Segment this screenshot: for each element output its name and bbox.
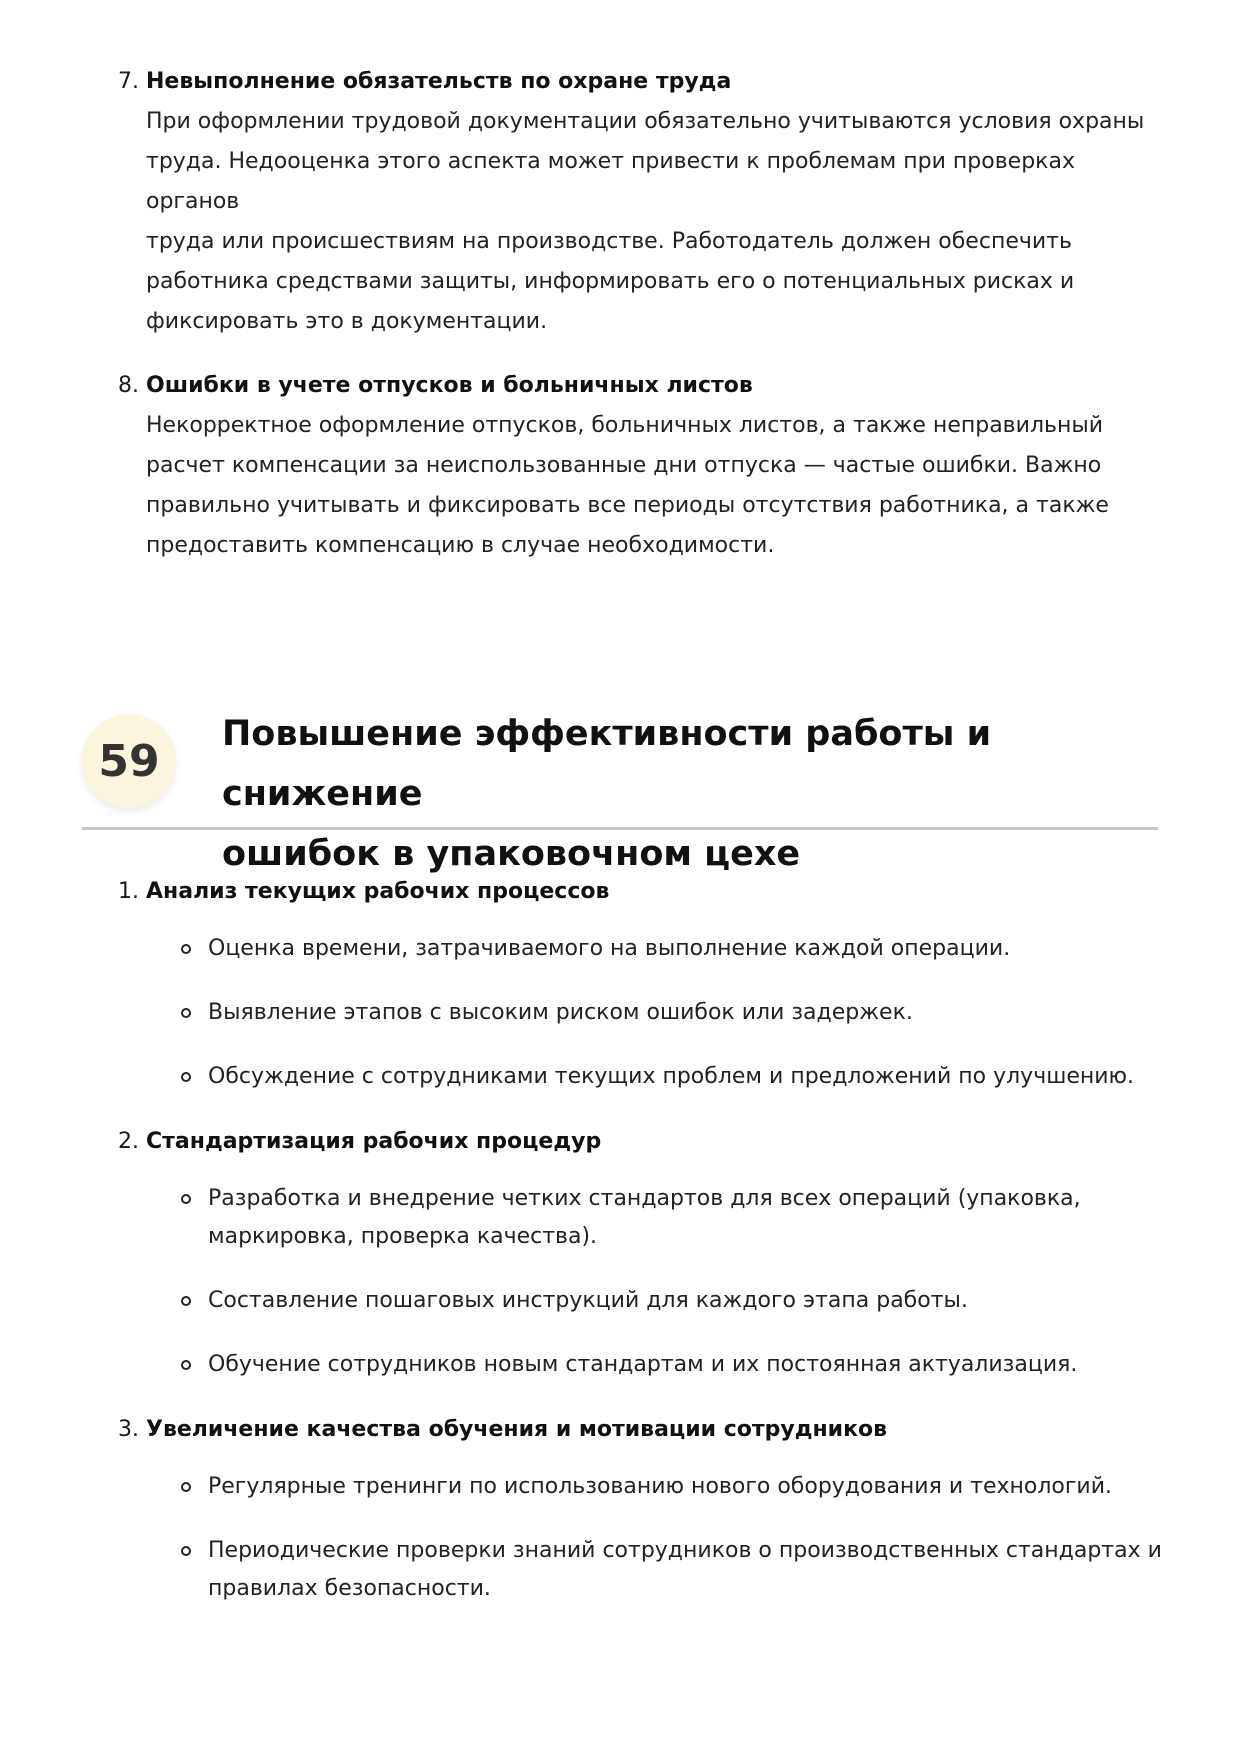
bullet-item <box>208 994 1168 1032</box>
list-number: 1. <box>118 879 139 904</box>
bullet-text: правилах безопасности. <box>208 1576 491 1601</box>
bullet-item <box>208 930 1168 968</box>
bullet-item <box>208 1282 1168 1320</box>
bullet-list <box>146 930 1168 1096</box>
body-line: При оформлении трудовой документации обязательно учитываются условия охраны <box>146 109 1145 134</box>
body-line: труда или происшествиям на производстве. Работодатель должен обеспечить <box>146 229 1072 254</box>
list-number: 3. <box>118 1417 139 1442</box>
list-item <box>118 366 1168 566</box>
list-item <box>118 1410 1168 1608</box>
bullet-circle-icon <box>181 944 191 954</box>
list-item-title: Ошибки в учете отпусков и больничных листов <box>146 373 753 398</box>
body-line: расчет компенсации за неиспользованные дни отпуска — частые ошибки. Важно <box>146 453 1102 478</box>
body-line: фиксировать это в документации. <box>146 309 548 334</box>
section-header <box>82 692 1158 874</box>
section-numbered-list <box>118 872 1168 1634</box>
bullet-text: Обучение сотрудников новым стандартам и их постоянная актуализация. <box>208 1352 1078 1377</box>
bullet-circle-icon <box>181 1360 191 1370</box>
bullet-item <box>208 1346 1168 1384</box>
body-line: Некорректное оформление отпусков, больничных листов, а также неправильный <box>146 413 1104 438</box>
body-line: труда. Недооценка этого аспекта может привести к проблемам при проверках органов <box>146 149 1075 214</box>
list-number: 7. <box>118 69 139 94</box>
list-item-body <box>146 406 1168 566</box>
bullet-text: Составление пошаговых инструкций для каждого этапа работы. <box>208 1288 968 1313</box>
bullet-list <box>146 1468 1168 1608</box>
bullet-text: Регулярные тренинги по использованию нового оборудования и технологий. <box>208 1474 1113 1499</box>
list-number: 8. <box>118 373 139 398</box>
bullet-circle-icon <box>181 1296 191 1306</box>
bullet-text: Оценка времени, затрачиваемого на выполнение каждой операции. <box>208 936 1011 961</box>
bullet-text: Периодические проверки знаний сотрудников о производственных стандартах и <box>208 1538 1162 1563</box>
bullet-circle-icon <box>181 1008 191 1018</box>
bullet-circle-icon <box>181 1482 191 1492</box>
list-item <box>118 872 1168 1096</box>
list-item-title: Стандартизация рабочих процедур <box>146 1129 602 1154</box>
bullet-item <box>208 1058 1168 1096</box>
bullet-item <box>208 1532 1168 1608</box>
list-item-title: Анализ текущих рабочих процессов <box>146 879 610 904</box>
bullet-text: Разработка и внедрение четких стандартов для всех операций (упаковка, <box>208 1186 1081 1211</box>
section-title <box>222 704 1152 884</box>
top-numbered-list <box>118 62 1168 590</box>
bullet-list <box>146 1180 1168 1384</box>
bullet-item <box>208 1180 1168 1256</box>
list-item-body <box>146 102 1168 342</box>
bullet-text: маркировка, проверка качества). <box>208 1224 598 1249</box>
bullet-text: Выявление этапов с высоким риском ошибок или задержек. <box>208 1000 913 1025</box>
list-number: 2. <box>118 1129 139 1154</box>
list-item-title: Невыполнение обязательств по охране труда <box>146 69 732 94</box>
bullet-item <box>208 1468 1168 1506</box>
list-item <box>118 62 1168 342</box>
bullet-text: Обсуждение с сотрудниками текущих проблем и предложений по улучшению. <box>208 1064 1135 1089</box>
bullet-circle-icon <box>181 1194 191 1204</box>
body-line: предоставить компенсацию в случае необходимости. <box>146 533 775 558</box>
body-line: правильно учитывать и фиксировать все периоды отсутствия работника, а также <box>146 493 1109 518</box>
section-title-line: Повышение эффективности работы и снижение <box>222 714 992 814</box>
section-number-badge: 59 <box>82 714 176 808</box>
list-item <box>118 1122 1168 1384</box>
bullet-circle-icon <box>181 1072 191 1082</box>
bullet-circle-icon <box>181 1546 191 1556</box>
list-item-title: Увеличение качества обучения и мотивации сотрудников <box>146 1417 888 1442</box>
section-title-line: ошибок в упаковочном цехе <box>222 834 801 874</box>
body-line: работника средствами защиты, информировать его о потенциальных рисках и <box>146 269 1075 294</box>
